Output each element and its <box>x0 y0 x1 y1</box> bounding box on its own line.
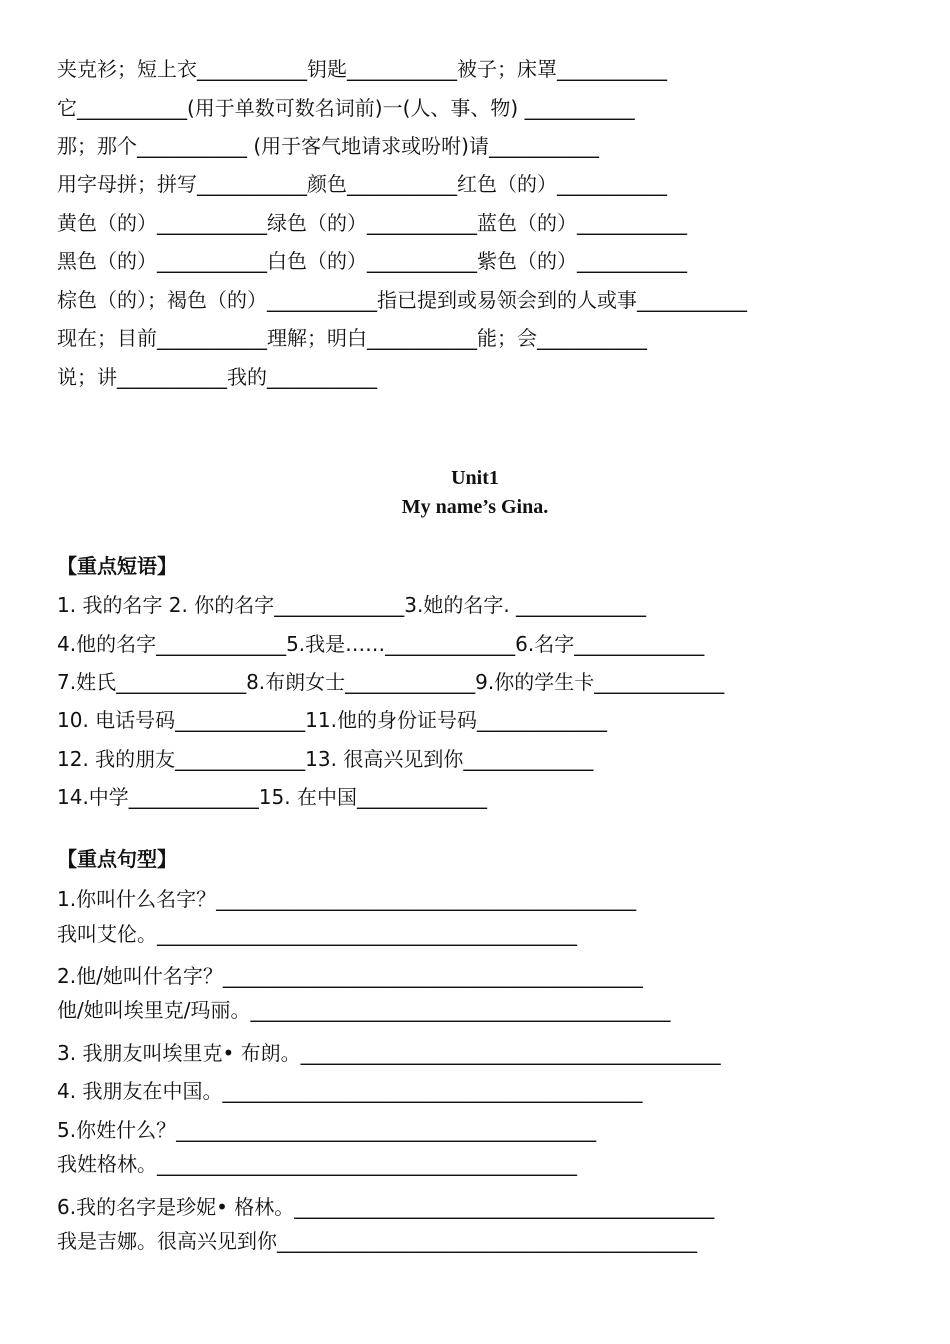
vocab-line-8: 现在；目前___________理解；明白___________能；会___________ <box>57 326 647 350</box>
phrase-line-4: 10. 电话号码_____________11.他的身份证号码_____________ <box>57 708 607 732</box>
vocab-line-3: 那；那个___________ (用于客气地请求或吩咐)请___________ <box>57 134 599 158</box>
phrase-line-2: 4.他的名字_____________5.我是……_____________6.名字_____________ <box>57 632 705 656</box>
vocab-line-2: 它___________(用于单数可数名词前)一(人、事、物) ___________ <box>57 96 635 120</box>
sentence-line-3: 2.他/她叫什名字？__________________________________________ <box>57 964 643 988</box>
phrase-line-6: 14.中学_____________15. 在中国_____________ <box>57 785 487 809</box>
phrase-line-3: 7.姓氏_____________8.布朗女士_____________9.你的学生卡_____________ <box>57 670 725 694</box>
sentence-line-5: 3. 我朋友叫埃里克• 布朗。__________________________________________ <box>57 1041 721 1065</box>
vocab-line-1: 夹克衫；短上衣___________钥匙___________被子；床罩___________ <box>57 57 667 81</box>
phrase-line-1: 1. 我的名字 2. 你的名字_____________3.她的名字. _____________ <box>57 593 647 617</box>
sentence-line-1: 1.你叫什么名字？__________________________________________ <box>57 887 637 911</box>
vocab-line-9: 说；讲___________我的___________ <box>57 365 377 389</box>
vocab-line-7: 棕色（的）；褐色（的）___________指已提到或易领会到的人或事___________ <box>57 288 747 312</box>
sentence-line-10: 我是吉娜。很高兴见到你__________________________________________ <box>57 1229 697 1253</box>
vocab-line-5: 黄色（的）___________绿色（的）___________蓝色（的）___________ <box>57 211 687 235</box>
vocab-line-4: 用字母拼；拼写___________颜色___________红色（的）___________ <box>57 172 667 196</box>
sentence-line-4: 他/她叫埃里克/玛丽。__________________________________________ <box>57 998 671 1022</box>
phrase-line-5: 12. 我的朋友_____________13. 很高兴见到你_____________ <box>57 747 594 771</box>
unit-subtitle: My name’s Gina. <box>401 496 549 518</box>
sentence-line-9: 6.我的名字是珍妮• 格林。__________________________________________ <box>57 1195 715 1219</box>
vocab-line-6: 黑色（的）___________白色（的）___________紫色（的）___________ <box>57 249 687 273</box>
sentence-line-7: 5.你姓什么？__________________________________________ <box>57 1118 597 1142</box>
sentence-line-6: 4. 我朋友在中国。__________________________________________ <box>57 1079 643 1103</box>
unit-title: Unit1 <box>451 467 499 489</box>
sentence-line-2: 我叫艾伦。__________________________________________ <box>57 922 577 946</box>
sentence-line-8: 我姓格林。__________________________________________ <box>57 1152 577 1176</box>
phrases-heading: 【重点短语】 <box>57 554 177 578</box>
sentences-heading: 【重点句型】 <box>57 847 177 871</box>
